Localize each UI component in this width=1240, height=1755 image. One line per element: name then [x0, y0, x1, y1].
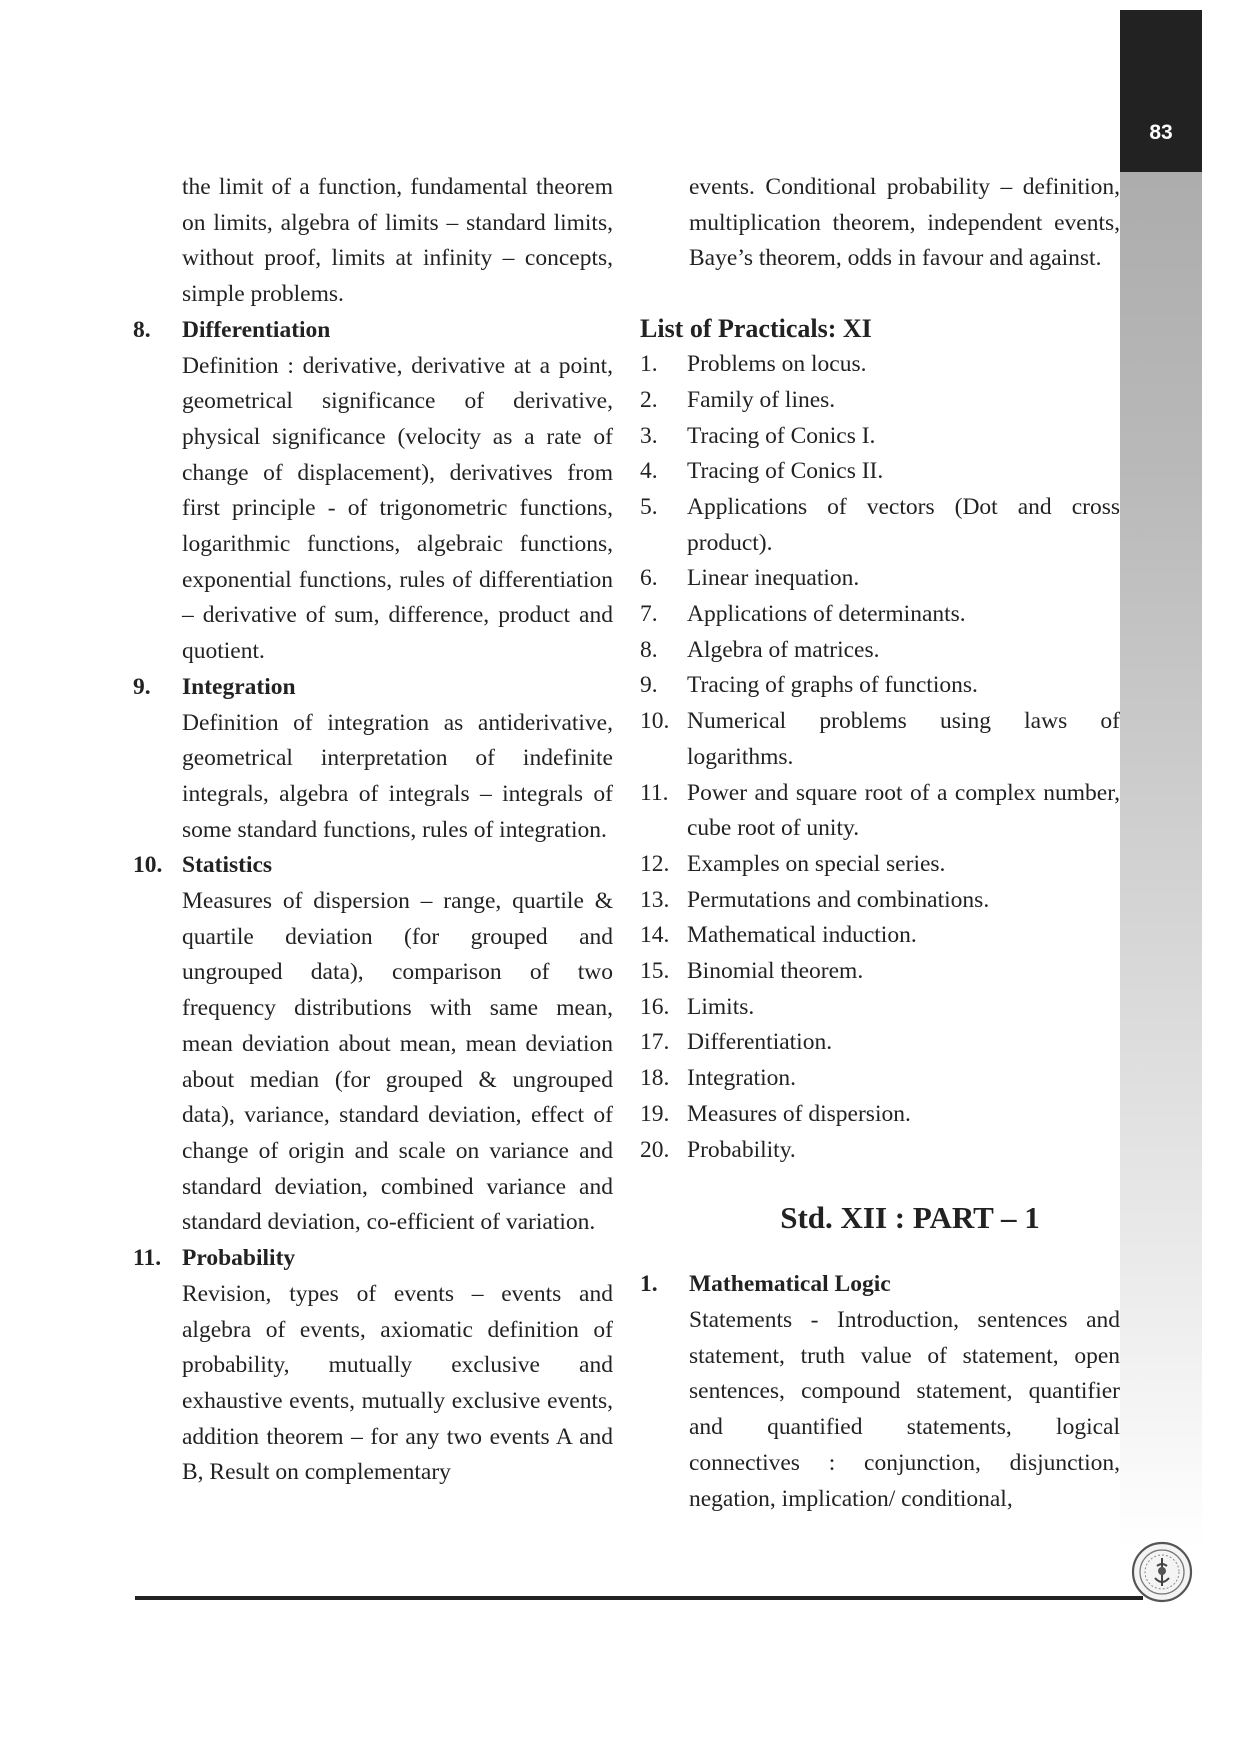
practical-item	[640, 597, 1120, 633]
practical-number: 6.	[640, 565, 658, 592]
intro-paragraph: the limit of a function, fundamental theorem on limits, algebra of limits – standard limits, without proof, limits at infinity – concepts, simple problems.	[182, 174, 613, 308]
practical-text: Measures of dispersion.	[687, 1100, 911, 1127]
practical-number: 1.	[640, 351, 658, 378]
practical-item	[640, 1025, 1120, 1061]
practical-number: 10.	[640, 708, 670, 735]
section-body-integration: Definition of integration as antiderivative, geometrical interpretation of indefinite integrals, algebra of integrals – integrals of some standard functions, rules of integration.	[182, 709, 613, 843]
practical-text: Linear inequation.	[687, 565, 860, 592]
practical-number: 18.	[640, 1065, 670, 1092]
side-gradient-bar	[1120, 10, 1202, 1550]
practical-text: Tracing of Conics I.	[687, 422, 876, 449]
practical-item	[640, 561, 1120, 597]
section-title: Probability	[182, 1245, 296, 1272]
practical-item	[640, 490, 1120, 561]
page-number: 83	[1149, 121, 1173, 144]
section-heading-integration	[133, 670, 613, 706]
practicals-list-title: List of Practicals: XI	[640, 314, 872, 344]
section-number: 9.	[133, 673, 151, 700]
section-title: Differentiation	[182, 316, 331, 343]
section-title: Statistics	[182, 852, 273, 879]
practical-item	[640, 1061, 1120, 1097]
section-heading-probability	[133, 1241, 613, 1277]
practical-number: 17.	[640, 1029, 670, 1056]
practical-number: 7.	[640, 601, 658, 628]
practical-number: 2.	[640, 386, 658, 413]
practical-number: 12.	[640, 850, 670, 877]
practical-item	[640, 704, 1120, 775]
part-title: Std. XII : PART – 1	[780, 1200, 1040, 1236]
practical-number: 11.	[640, 779, 669, 806]
practical-text: Binomial theorem.	[687, 958, 864, 985]
practical-number: 4.	[640, 458, 658, 485]
left-column	[133, 170, 613, 1491]
practical-text: Integration.	[687, 1065, 796, 1092]
section-number: 10.	[133, 852, 163, 879]
practical-text: Mathematical induction.	[687, 922, 917, 949]
practical-item	[640, 990, 1120, 1026]
section-body-differentiation: Definition : derivative, derivative at a point, geometrical significance of derivative, physical significance (velocity as a rate of change of displacement), derivatives from first principle - of trigonometric functions, logarithmic functions, algebraic functions, exponential functions, rules of differentiation – derivative of sum, difference, product and quotient.	[182, 352, 613, 665]
section-body-probability: Revision, types of events – events and algebra of events, axiomatic definition of probability, mutually exclusive and exhaustive events, mutually exclusive events, addition theorem – for any two events A and B, Result on complementary	[182, 1280, 613, 1486]
section-heading-statistics	[133, 848, 613, 884]
practicals-list	[640, 347, 1120, 1168]
practical-text: Limits.	[687, 993, 755, 1020]
practical-text: Problems on locus.	[687, 351, 867, 378]
practical-text: Differentiation.	[687, 1029, 833, 1056]
practical-text: Examples on special series.	[687, 850, 946, 877]
practical-number: 5.	[640, 493, 658, 520]
practical-text: Tracing of Conics II.	[687, 458, 884, 485]
section-title: Mathematical Logic	[689, 1271, 891, 1298]
practical-item	[640, 847, 1120, 883]
practical-number: 15.	[640, 958, 670, 985]
practical-text: Algebra of matrices.	[687, 636, 880, 663]
section-number: 8.	[133, 316, 151, 343]
practical-text: Tracing of graphs of functions.	[687, 672, 978, 699]
practical-item	[640, 347, 1120, 383]
practical-item	[640, 633, 1120, 669]
continuation-paragraph: events. Conditional probability – definition, multiplication theorem, independent events, Baye’s theorem, odds in favour and against.	[689, 174, 1120, 272]
practical-number: 19.	[640, 1100, 670, 1127]
practical-text: Applications of determinants.	[687, 601, 966, 628]
practical-text: Family of lines.	[687, 386, 836, 413]
section-number: 1.	[640, 1271, 658, 1298]
practical-number: 13.	[640, 886, 670, 913]
practical-item	[640, 918, 1120, 954]
practical-item	[640, 454, 1120, 490]
practical-text: Applications of vectors (Dot and cross product).	[687, 493, 1120, 556]
emblem-seal-icon	[1130, 1540, 1194, 1604]
page-number-tab	[1120, 10, 1202, 172]
practical-item	[640, 668, 1120, 704]
practical-text: Numerical problems using laws of logarithms.	[687, 708, 1120, 770]
practical-item	[640, 1097, 1120, 1133]
practical-item	[640, 1133, 1120, 1169]
section-number: 11.	[133, 1245, 162, 1272]
practical-text: Power and square root of a complex number, cube root of unity.	[687, 779, 1120, 842]
practical-item	[640, 954, 1120, 990]
practical-number: 20.	[640, 1136, 670, 1163]
practical-text: Probability.	[687, 1136, 796, 1163]
right-column	[640, 170, 1120, 1517]
section-body-mathematical-logic: Statements - Introduction, sentences and statement, truth value of statement, open sentences, compound statement, quantifier and quantified statements, logical connectives : conjunction, disjunction, negation, implication/ conditional,	[689, 1306, 1120, 1512]
section-title: Integration	[182, 673, 296, 700]
section-heading-mathematical-logic	[640, 1267, 1120, 1303]
practical-number: 14.	[640, 922, 670, 949]
section-body-statistics: Measures of dispersion – range, quartile & quartile deviation (for grouped and ungrouped data), comparison of two frequency distributions with same mean, mean deviation about mean, mean deviation about median (for grouped & ungrouped data), variance, standard deviation, effect of change of origin and scale on variance and standard deviation, combined variance and standard deviation, co-efficient of variation.	[182, 888, 613, 1236]
practical-item	[640, 383, 1120, 419]
practical-item	[640, 776, 1120, 847]
practical-number: 8.	[640, 636, 658, 663]
practical-number: 9.	[640, 672, 658, 699]
practical-item	[640, 883, 1120, 919]
practical-item	[640, 419, 1120, 455]
practical-text: Permutations and combinations.	[687, 886, 990, 913]
practical-number: 3.	[640, 422, 658, 449]
bottom-rule	[135, 1596, 1143, 1600]
section-heading-differentiation	[133, 313, 613, 349]
practical-number: 16.	[640, 993, 670, 1020]
